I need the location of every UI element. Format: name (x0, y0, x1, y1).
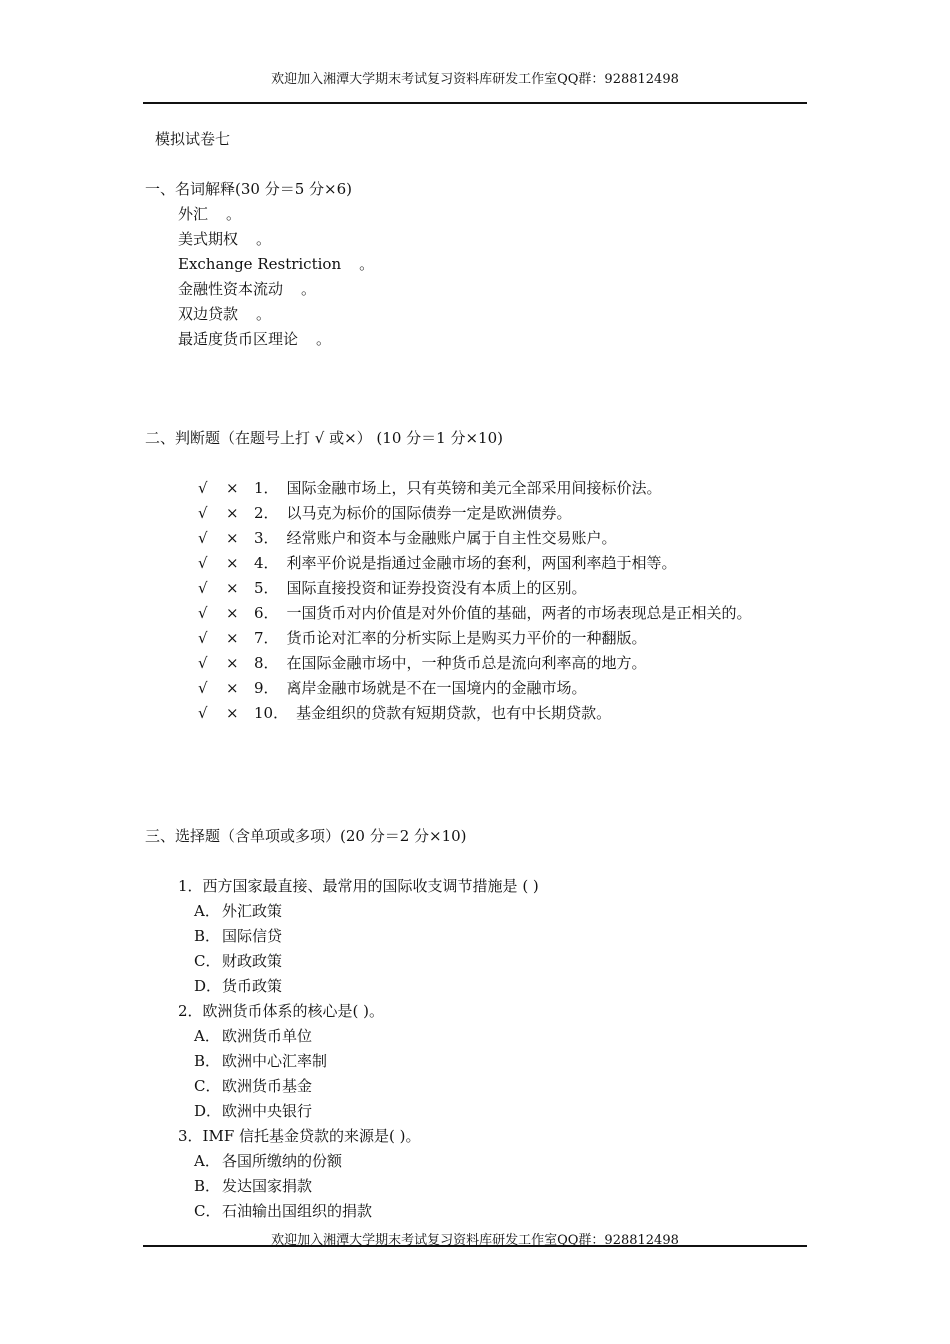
item-number: 4． (254, 554, 279, 572)
option-letter: D． (194, 977, 222, 995)
question: 1．西方国家最直接、最常用的国际收支调节措施是 ( ) (178, 877, 539, 895)
option-text: 国际信贷 (222, 927, 283, 945)
option (194, 1075, 312, 1096)
item-number: 1． (254, 479, 279, 497)
term-blank: 。 (301, 280, 317, 298)
question: 3．IMF 信托基金贷款的来源是( )。 (178, 1127, 421, 1145)
judge-item (198, 602, 752, 623)
option-letter: C． (194, 952, 221, 970)
item-text: 在国际金融市场中，一种货币总是流向利率高的地方。 (286, 654, 647, 672)
term-item (178, 228, 271, 249)
option (194, 1050, 327, 1071)
option (194, 1200, 372, 1221)
cross-mark: × (226, 604, 239, 622)
option (194, 1025, 312, 1046)
item-text: 以马克为标价的国际债券一定是欧洲债券。 (286, 504, 572, 522)
term-blank: 。 (316, 330, 332, 348)
option (194, 1150, 342, 1171)
option-letter: B． (194, 1052, 221, 1070)
term-blank: 。 (256, 230, 272, 248)
page-title: 模拟试卷七 (155, 130, 231, 148)
judge-item (198, 552, 677, 573)
item-text: 经常账户和资本与金融账户属于自主性交易账户。 (286, 529, 617, 547)
check-mark: √ (198, 704, 208, 722)
term-item (178, 253, 374, 274)
check-mark: √ (198, 479, 208, 497)
option (194, 950, 282, 971)
option-text: 石油输出国组织的捐款 (222, 1202, 373, 1220)
judge-item (198, 477, 662, 498)
section3-heading: 三、选择题（含单项或多项）(20 分＝2 分×10) (145, 827, 467, 845)
option (194, 925, 282, 946)
item-number: 7． (254, 629, 279, 647)
item-number: 2． (254, 504, 279, 522)
term-blank: 。 (256, 305, 272, 323)
item-text: 基金组织的贷款有短期贷款，也有中长期贷款。 (296, 704, 612, 722)
option-letter: A． (194, 1152, 220, 1170)
option (194, 1175, 312, 1196)
item-text: 国际金融市场上，只有英镑和美元全部采用间接标价法。 (286, 479, 662, 497)
option (194, 1100, 312, 1121)
check-mark: √ (198, 604, 208, 622)
option-letter: B． (194, 927, 221, 945)
page-header: 欢迎加入湘潭大学期末考试复习资料库研发工作室QQ群：928812498 (271, 72, 679, 87)
judge-item (198, 502, 572, 523)
check-mark: √ (198, 654, 208, 672)
term-blank: 。 (359, 255, 375, 273)
option-text: 发达国家捐款 (222, 1177, 313, 1195)
option-letter: D． (194, 1102, 222, 1120)
cross-mark: × (226, 704, 239, 722)
cross-mark: × (226, 629, 239, 647)
term-text: 外汇 (178, 205, 209, 223)
option-letter: C． (194, 1202, 221, 1220)
option (194, 900, 282, 921)
term-text: 金融性资本流动 (178, 280, 284, 298)
check-mark: √ (198, 504, 208, 522)
cross-mark: × (226, 654, 239, 672)
item-text: 离岸金融市场就是不在一国境内的金融市场。 (286, 679, 587, 697)
option-text: 欧洲货币单位 (222, 1027, 313, 1045)
term-item (178, 203, 241, 224)
cross-mark: × (226, 504, 239, 522)
term-item (178, 303, 271, 324)
option-text: 各国所缴纳的份额 (222, 1152, 343, 1170)
term-item (178, 328, 331, 349)
term-text: 美式期权 (178, 230, 239, 248)
option-letter: B． (194, 1177, 221, 1195)
item-number: 6． (254, 604, 279, 622)
option-text: 欧洲货币基金 (222, 1077, 313, 1095)
section2-heading: 二、判断题（在题号上打 √ 或×） (10 分＝1 分×10) (145, 429, 503, 447)
check-mark: √ (198, 629, 208, 647)
item-text: 利率平价说是指通过金融市场的套利，两国利率趋于相等。 (286, 554, 677, 572)
term-text: Exchange Restriction (178, 255, 342, 273)
cross-mark: × (226, 579, 239, 597)
option-letter: C． (194, 1077, 221, 1095)
option-text: 外汇政策 (222, 902, 283, 920)
check-mark: √ (198, 529, 208, 547)
judge-item (198, 702, 611, 723)
term-text: 双边贷款 (178, 305, 239, 323)
item-text: 货币论对汇率的分析实际上是购买力平价的一种翻版。 (286, 629, 647, 647)
option-letter: A． (194, 1027, 220, 1045)
term-blank: 。 (226, 205, 242, 223)
option-letter: A． (194, 902, 220, 920)
footer-rule (143, 1245, 807, 1247)
page-footer: 欢迎加入湘潭大学期末考试复习资料库研发工作室QQ群：928812498 (271, 1233, 679, 1248)
section1-heading: 一、名词解释(30 分＝5 分×6) (145, 180, 352, 198)
check-mark: √ (198, 679, 208, 697)
item-number: 5． (254, 579, 279, 597)
term-text: 最适度货币区理论 (178, 330, 299, 348)
item-text: 一国货币对内价值是对外价值的基础，两者的市场表现总是正相关的。 (286, 604, 752, 622)
option-text: 欧洲中心汇率制 (222, 1052, 328, 1070)
question: 2．欧洲货币体系的核心是( )。 (178, 1002, 385, 1020)
item-number: 3． (254, 529, 279, 547)
item-number: 8． (254, 654, 279, 672)
item-number: 10． (254, 704, 289, 722)
check-mark: √ (198, 554, 208, 572)
judge-item (198, 677, 587, 698)
cross-mark: × (226, 529, 239, 547)
check-mark: √ (198, 579, 208, 597)
item-text: 国际直接投资和证券投资没有本质上的区别。 (286, 579, 587, 597)
judge-item (198, 577, 587, 598)
option-text: 财政政策 (222, 952, 283, 970)
option-text: 欧洲中央银行 (222, 1102, 313, 1120)
item-number: 9． (254, 679, 279, 697)
option (194, 975, 282, 996)
judge-item (198, 652, 647, 673)
header-rule (143, 102, 807, 104)
term-item (178, 278, 316, 299)
judge-item (198, 627, 647, 648)
option-text: 货币政策 (222, 977, 283, 995)
cross-mark: × (226, 679, 239, 697)
cross-mark: × (226, 479, 239, 497)
judge-item (198, 527, 617, 548)
cross-mark: × (226, 554, 239, 572)
